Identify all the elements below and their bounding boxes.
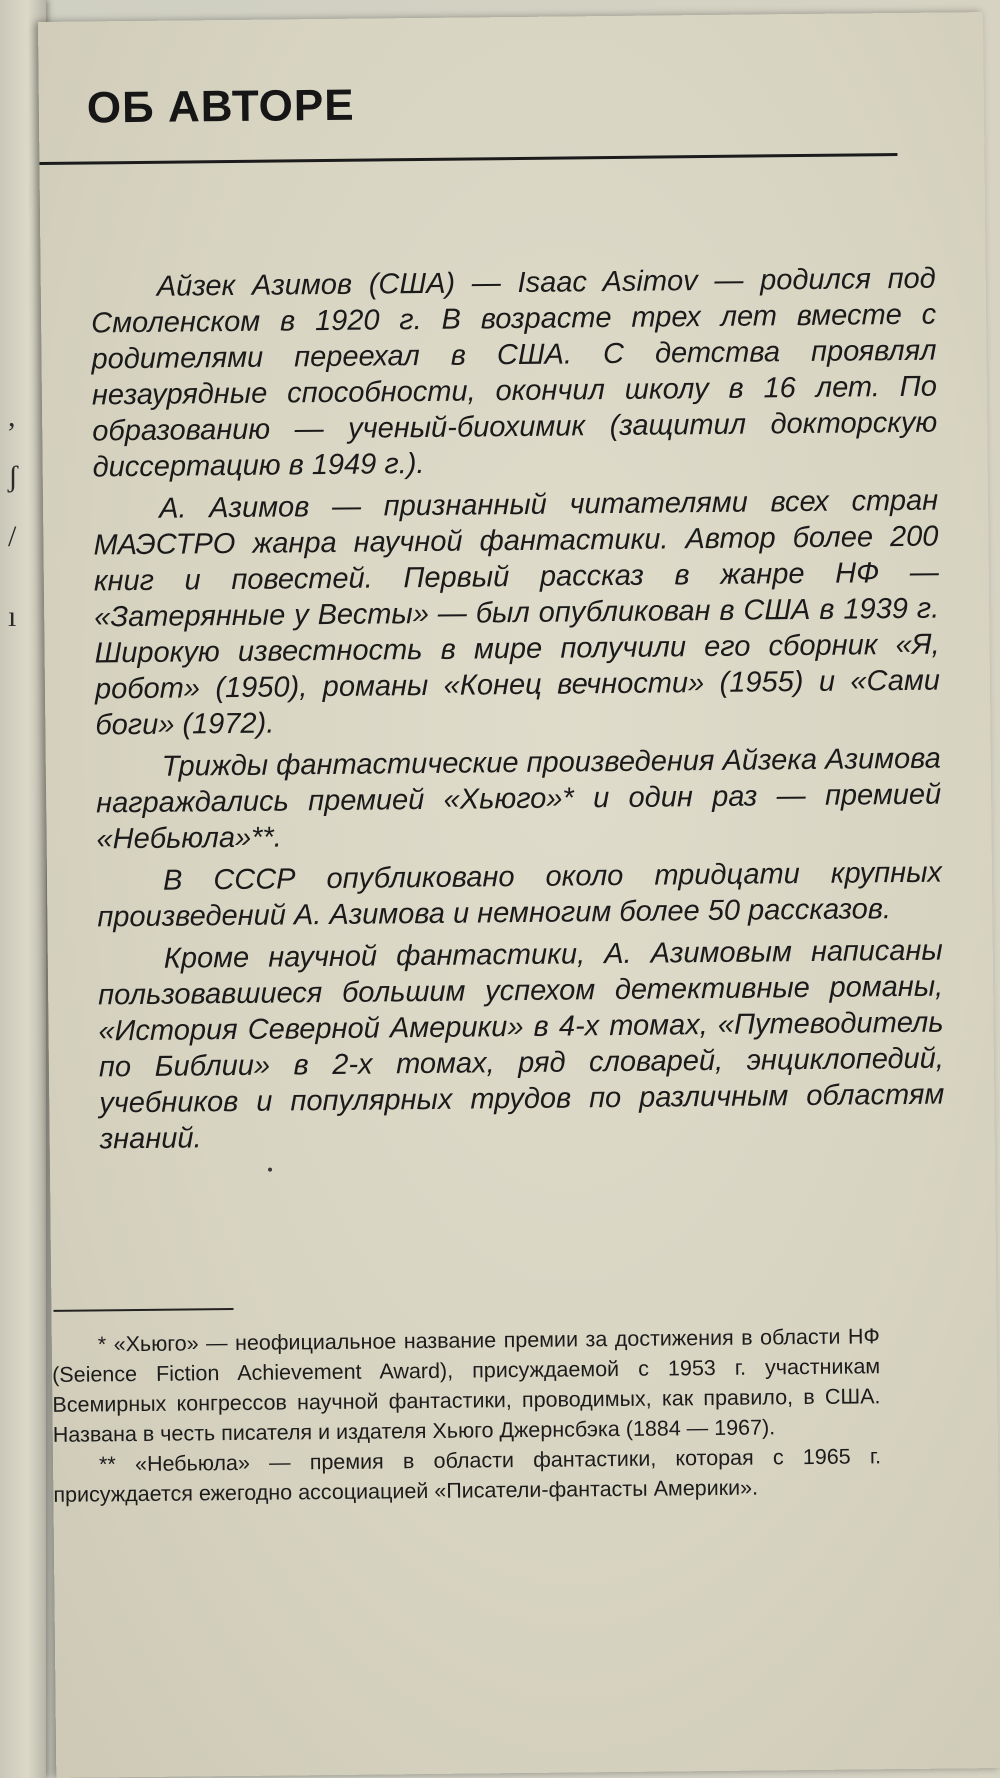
book-page xyxy=(38,12,1000,1778)
paragraph: А. Азимов — признанный читателями всех стран МАЭСТРО жанра научной фантастики. Автор более 200 книг и повестей. Первый рассказ в жанре НФ — «Затерянные у Весты» — был опубликован в США в 1939 г. Широкую известность в мире получили его сборник «Я, робот» (1950), романы «Конец вечности» (1955) и «Сами боги» (1972). xyxy=(93,484,941,742)
footnote: * «Хьюго» — неофициальное название премии за достижения в области НФ (Seience Fiction Achievement Award), присуждаемой с 1953 г. участникам Всемирных конгрессов научной фантастики, проводимых, как правило, в США. Названа в честь писателя и издателя Хьюго Джернсбэка (1884 — 1967). xyxy=(52,1324,881,1447)
paragraph: Трижды фантастические произведения Айзека Азимова награждались премией «Хьюго»* и один раз — премией «Небьюла»**. xyxy=(96,742,942,856)
footnotes xyxy=(52,1321,882,1510)
body-text xyxy=(91,261,945,1164)
paragraph: В СССР опубликовано около тридцати крупных произведений А. Азимова и немногим более 50 рассказов. xyxy=(97,856,943,934)
heading-rule xyxy=(39,153,897,165)
previous-page-glyph: ʃ xyxy=(8,460,18,493)
footnote: ** «Небьюла» — премия в области фантастики, которая с 1965 г. присуждается ежегодно ассоциацией «Писатели-фантасты Америки». xyxy=(53,1444,882,1507)
previous-page-glyph: / xyxy=(8,520,17,553)
footnote-rule xyxy=(53,1308,233,1312)
paragraph: Кроме научной фантастики, А. Азимовым написаны пользовавшиеся большим успехом детективные романы, «История Северной Америки» в 4-х томах, «Путеводитель по Библии» в 2-х томах, ряд словарей, энциклопедий, учебников и популярных трудов по различным областям знаний. xyxy=(98,934,945,1156)
previous-page-glyph: , xyxy=(8,400,16,433)
ink-speck xyxy=(268,1168,272,1172)
previous-page-glyph: ı xyxy=(8,600,17,633)
page-heading: ОБ АВТОРЕ xyxy=(86,80,355,133)
paragraph: Айзек Азимов (США) — Isaac Asimov — родился под Смоленском в 1920 г. В возрасте трех лет вместе с родителями переехал в США. С детства проявлял незаурядные способности, окончил школу в 16 лет. По образованию — ученый-биохимик (защитил докторскую диссертацию в 1949 г.). xyxy=(90,262,938,484)
previous-page-edge xyxy=(0,0,46,1778)
